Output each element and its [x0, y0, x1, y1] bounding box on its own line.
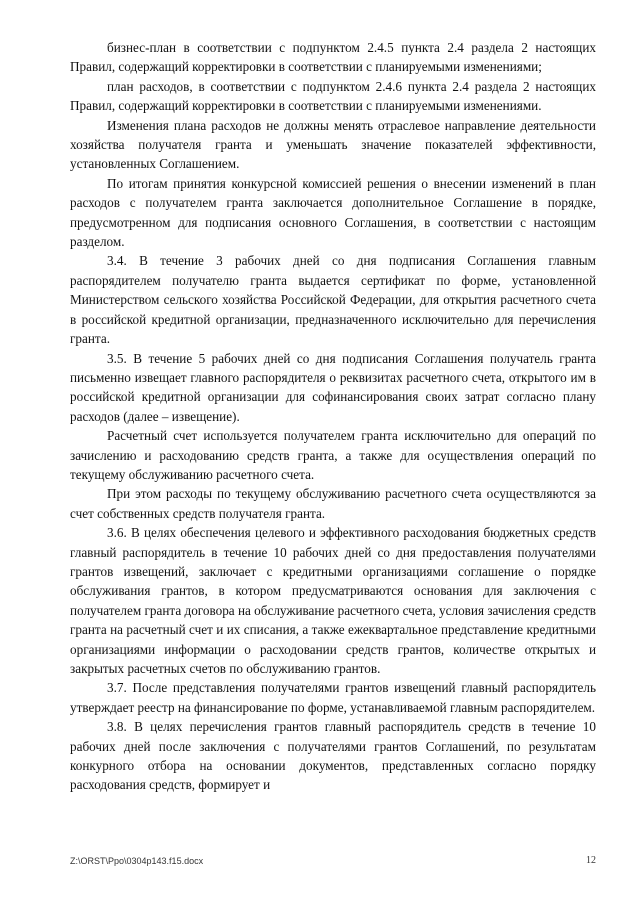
document-body — [70, 38, 596, 795]
page-number: 12 — [586, 855, 596, 866]
paragraph-clause-3-7: 3.7. После представления получателями грантов извещений главный распорядитель утверждает реестр на финансирование по форме, устанавливаемой главным распорядителем. — [70, 680, 596, 715]
paragraph-clause-3-4: 3.4. В течение 3 рабочих дней со дня подписания Соглашения главным распорядителем получателю гранта выдается сертификат по форме, установленной Министерством сельского хозяйства Российской Федерации, для открытия расчетного счета в российской кредитной организации, предназначенного исключительно для перечисления гранта. — [70, 253, 596, 347]
paragraph-business-plan: бизнес-план в соответствии с подпунктом 2.4.5 пункта 2.4 раздела 2 настоящих Правил, содержащий корректировки в соответствии с планируемыми изменениями; — [70, 40, 596, 75]
paragraph-commission-decision: По итогам принятия конкурсной комиссией решения о внесении изменений в план расходов с получателем гранта заключается дополнительное Соглашение в порядке, предусмотренном для подписания основного Соглашения, в соответствии с настоящим разделом. — [70, 175, 596, 250]
paragraph-settlement-account: Расчетный счет используется получателем гранта исключительно для операций по зачислению и расходованию средств гранта, а также для осуществления операций по текущему обслуживанию расчетного счета. — [70, 428, 596, 482]
paragraph-clause-3-8: 3.8. В целях перечисления грантов главный распорядитель средств в течение 10 рабочих дней после заключения с получателями грантов Соглашений, по результатам конкурного отбора на основании документов, представленных согласно порядку расходования средств, формирует и — [70, 719, 596, 793]
paragraph-clause-3-6: 3.6. В целях обеспечения целевого и эффективного расходования бюджетных средств главный распорядитель в течение 10 рабочих дней со дня предоставления получателями грантов извещений, заключает с кредитными организациями соглашение о порядке обслуживания грантов, в котором предусматриваются основания для заключения с получателем гранта договора на обслуживание расчетного счета, условия зачисления средств гранта на расчетный счет и их списания, а также ежеквартальное представление кредитными организациями информации о расходовании средств грантов, количестве открытых и закрытых расчетных счетов по обслуживанию грантов. — [70, 525, 596, 676]
paragraph-clause-3-5: 3.5. В течение 5 рабочих дней со дня подписания Соглашения получатель гранта письменно извещает главного распорядителя о реквизитах расчетного счета, открытого им в российской кредитной организации для софинансирования своих затрат согласно плану расходов (далее – извещение). — [70, 350, 596, 424]
paragraph-plan-changes: Изменения плана расходов не должны менять отраслевое направление деятельности хозяйства получателя гранта и уменьшать значение показателей эффективности, установленных Соглашением. — [70, 117, 596, 172]
footer-file-path: Z:\ORST\Ppo\0304p143.f15.docx — [70, 856, 204, 866]
paragraph-expense-plan: план расходов, в соответствии с подпунктом 2.4.6 пункта 2.4 раздела 2 настоящих Правил, содержащий корректировки в соответствии с планируемыми изменениями. — [70, 78, 596, 114]
paragraph-service-costs: При этом расходы по текущему обслуживанию расчетного счета осуществляются за счет собственных средств получателя гранта. — [70, 486, 596, 521]
